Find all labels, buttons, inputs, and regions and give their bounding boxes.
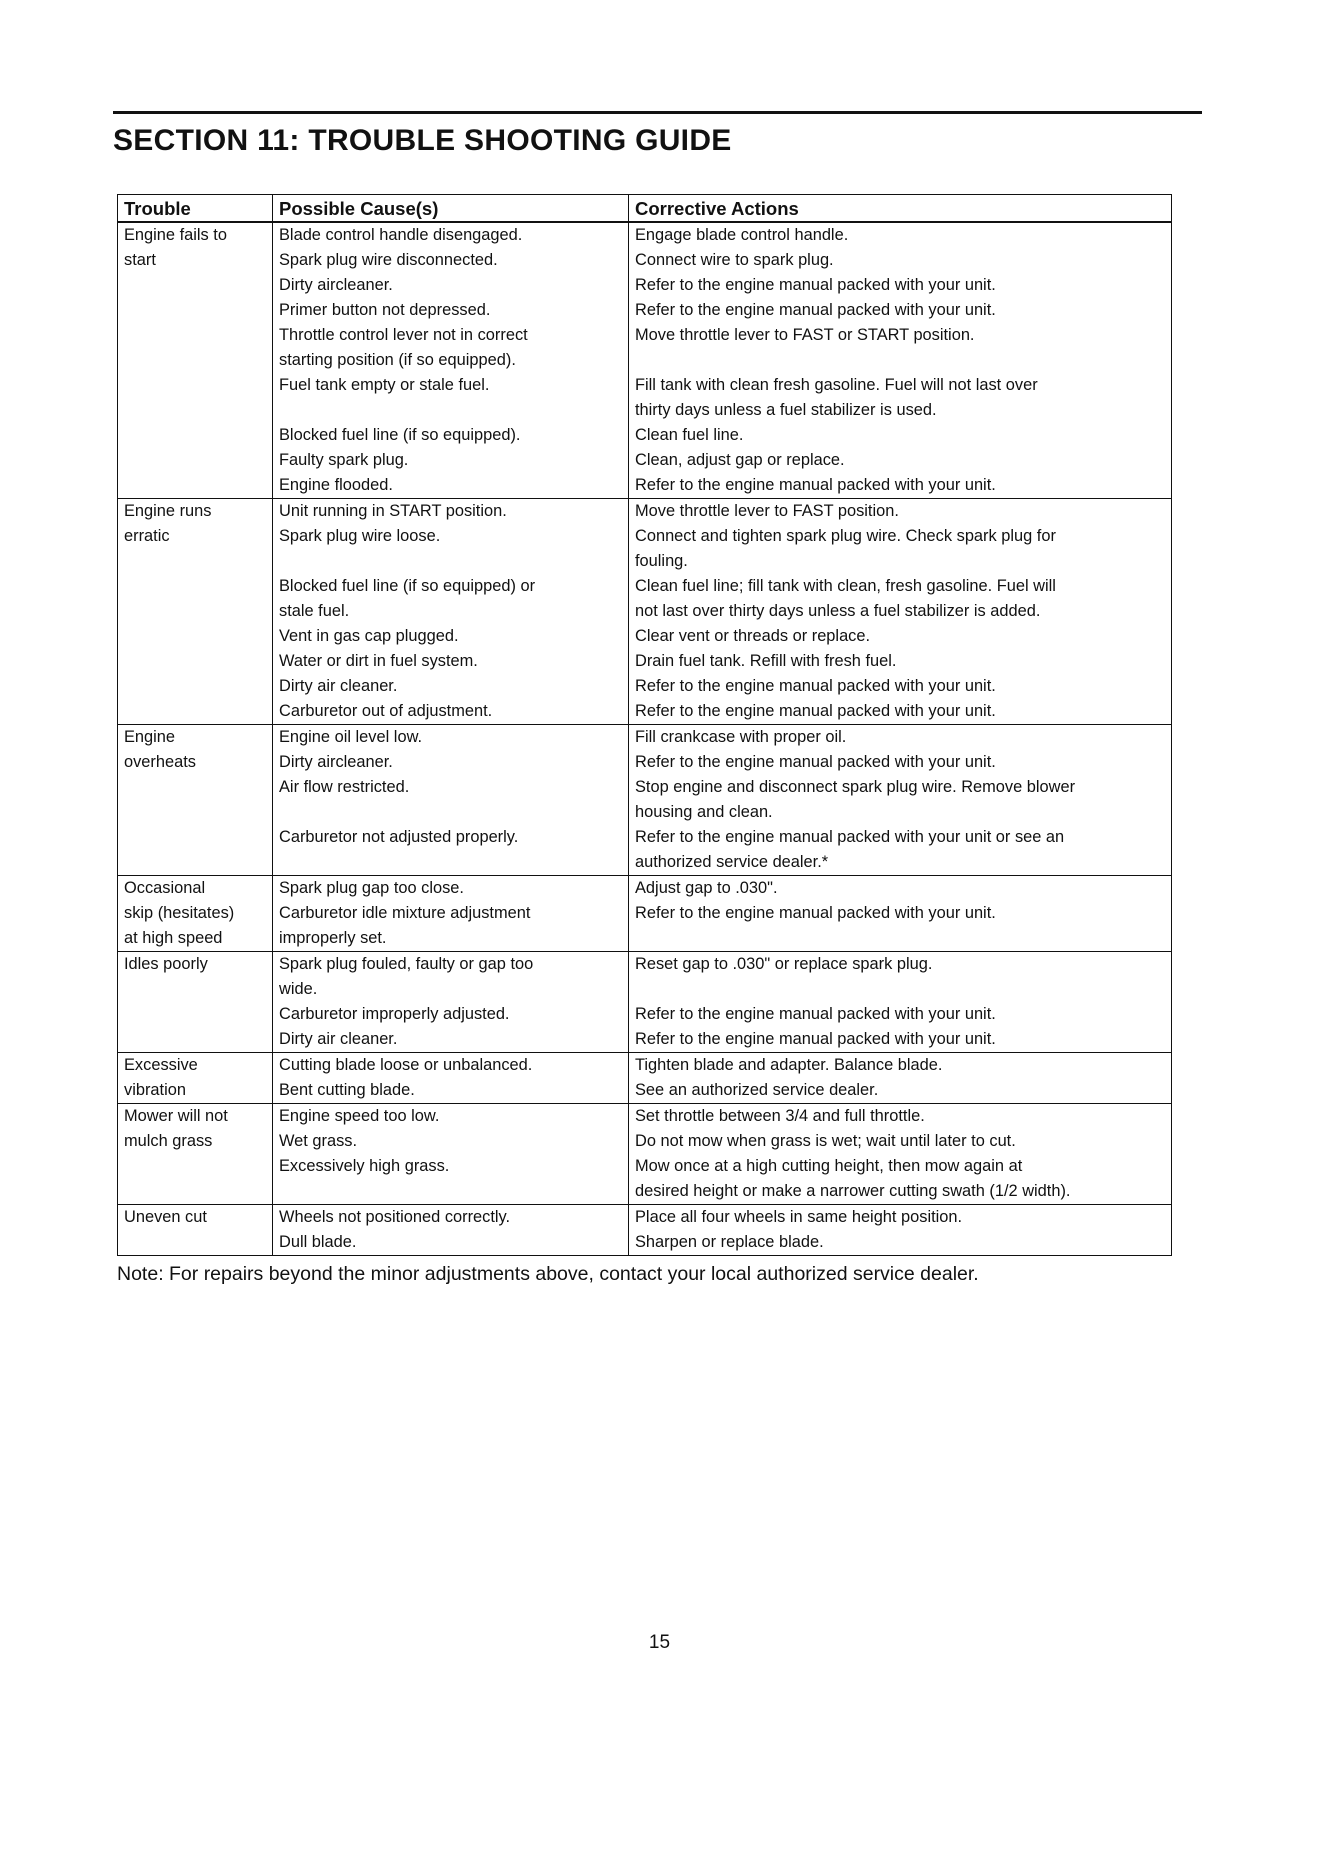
cell-line: Sharpen or replace blade. <box>635 1233 824 1251</box>
cause-cell <box>273 373 629 423</box>
action-cell <box>629 624 1172 649</box>
cause-cell <box>273 1027 629 1053</box>
cell-line: Air flow restricted. <box>279 778 410 796</box>
cell-line: Throttle control lever not in correct <box>279 326 528 344</box>
cell-line: Uneven cut <box>124 1208 207 1226</box>
cause-cell <box>273 1129 629 1154</box>
cell-line: Fill crankcase with proper oil. <box>635 728 847 746</box>
cell-line: Carburetor not adjusted properly. <box>279 828 519 846</box>
table-row <box>118 952 1172 1003</box>
cause-cell <box>273 222 629 248</box>
cell-line: Clear vent or threads or replace. <box>635 627 871 645</box>
cell-line: housing and clean. <box>635 803 773 821</box>
cell-line: Spark plug wire loose. <box>279 527 441 545</box>
cause-cell <box>273 298 629 323</box>
action-cell <box>629 825 1172 876</box>
cause-cell <box>273 1205 629 1231</box>
cell-line: Refer to the engine manual packed with your unit. <box>635 1030 996 1048</box>
cell-line: Blocked fuel line (if so equipped). <box>279 426 521 444</box>
cell-line: not last over thirty days unless a fuel stabilizer is added. <box>635 602 1041 620</box>
trouble-cell <box>118 876 273 952</box>
cell-line: Stop engine and disconnect spark plug wire. Remove blower <box>635 778 1076 796</box>
table-row <box>118 750 1172 775</box>
cell-line: Spark plug fouled, faulty or gap too <box>279 955 534 973</box>
cell-line: Unit running in START position. <box>279 502 507 520</box>
cell-line: Water or dirt in fuel system. <box>279 652 478 670</box>
action-cell <box>629 473 1172 499</box>
cell-line: Set throttle between 3/4 and full throttle. <box>635 1107 925 1125</box>
table-row <box>118 649 1172 674</box>
table-row <box>118 273 1172 298</box>
action-cell <box>629 952 1172 1003</box>
action-cell <box>629 323 1172 373</box>
cell-line: start <box>124 251 156 269</box>
cell-line: thirty days unless a fuel stabilizer is used. <box>635 401 937 419</box>
table-row <box>118 674 1172 699</box>
cause-cell <box>273 574 629 624</box>
cell-line: Mow once at a high cutting height, then mow again at <box>635 1157 1023 1175</box>
table-row <box>118 524 1172 574</box>
cell-line: mulch grass <box>124 1132 213 1150</box>
cell-line: Place all four wheels in same height position. <box>635 1208 963 1226</box>
cell-line: Blocked fuel line (if so equipped) or <box>279 577 536 595</box>
action-cell <box>629 248 1172 273</box>
action-cell <box>629 674 1172 699</box>
cause-cell <box>273 1154 629 1205</box>
action-cell <box>629 1053 1172 1079</box>
cause-cell <box>273 952 629 1003</box>
cause-cell <box>273 248 629 273</box>
cause-cell <box>273 1078 629 1104</box>
cell-line: Dirty aircleaner. <box>279 276 393 294</box>
action-cell <box>629 1205 1172 1231</box>
cell-line: Engage blade control handle. <box>635 226 849 244</box>
cell-line: Refer to the engine manual packed with your unit. <box>635 301 996 319</box>
cell-line: Refer to the engine manual packed with your unit. <box>635 753 996 771</box>
service-note: Note: For repairs beyond the minor adjustments above, contact your local authorized service dealer. <box>117 1263 979 1285</box>
table-row <box>118 248 1172 273</box>
action-cell <box>629 222 1172 248</box>
cause-cell <box>273 825 629 876</box>
table-row <box>118 499 1172 525</box>
table-row <box>118 373 1172 423</box>
table-header-row <box>118 195 1172 223</box>
header-trouble: Trouble <box>118 195 273 223</box>
cell-line: Dirty air cleaner. <box>279 1030 398 1048</box>
cause-cell <box>273 699 629 725</box>
table-row <box>118 323 1172 373</box>
cell-line: Engine runs <box>124 502 212 520</box>
cause-cell <box>273 273 629 298</box>
table-row <box>118 825 1172 876</box>
section-top-rule <box>113 111 1202 114</box>
cell-line: Clean, adjust gap or replace. <box>635 451 845 469</box>
header-possible-causes: Possible Cause(s) <box>273 195 629 223</box>
table-row <box>118 901 1172 952</box>
cell-line: improperly set. <box>279 929 387 947</box>
cell-line: Carburetor improperly adjusted. <box>279 1005 510 1023</box>
cell-line: at high speed <box>124 929 223 947</box>
trouble-cell <box>118 952 273 1053</box>
cell-line: Faulty spark plug. <box>279 451 409 469</box>
cell-line: Move throttle lever to FAST position. <box>635 502 899 520</box>
cell-line: Spark plug wire disconnected. <box>279 251 498 269</box>
cell-line: Spark plug gap too close. <box>279 879 464 897</box>
cell-line: Refer to the engine manual packed with your unit. <box>635 476 996 494</box>
trouble-cell <box>118 1205 273 1256</box>
cell-line: vibration <box>124 1081 186 1099</box>
action-cell <box>629 699 1172 725</box>
action-cell <box>629 499 1172 525</box>
cell-line: stale fuel. <box>279 602 350 620</box>
cell-line: Occasional <box>124 879 206 897</box>
cell-line: Refer to the engine manual packed with your unit. <box>635 702 996 720</box>
table-body <box>118 222 1172 1256</box>
cell-line: desired height or make a narrower cutting swath (1/2 width). <box>635 1182 1071 1200</box>
action-cell <box>629 524 1172 574</box>
cell-line: Refer to the engine manual packed with your unit. <box>635 1005 996 1023</box>
table-row <box>118 725 1172 751</box>
cell-line: Move throttle lever to FAST or START position. <box>635 326 975 344</box>
cell-line: Adjust gap to .030". <box>635 879 778 897</box>
trouble-shooting-table <box>117 194 1172 1256</box>
table-row <box>118 423 1172 448</box>
table-row <box>118 775 1172 825</box>
cause-cell <box>273 649 629 674</box>
cell-line: Wheels not positioned correctly. <box>279 1208 511 1226</box>
action-cell <box>629 775 1172 825</box>
cause-cell <box>273 1104 629 1130</box>
cell-line: skip (hesitates) <box>124 904 235 922</box>
cell-line: wide. <box>279 980 318 998</box>
table-row <box>118 876 1172 902</box>
table-row <box>118 1154 1172 1205</box>
table-row <box>118 1104 1172 1130</box>
cause-cell <box>273 448 629 473</box>
action-cell <box>629 298 1172 323</box>
table-row <box>118 1053 1172 1079</box>
table-row <box>118 1129 1172 1154</box>
cell-line: Fuel tank empty or stale fuel. <box>279 376 490 394</box>
cell-line: Refer to the engine manual packed with your unit. <box>635 904 996 922</box>
cell-line: Reset gap to .030" or replace spark plug. <box>635 955 933 973</box>
cell-line: Excessive <box>124 1056 198 1074</box>
cell-line: Wet grass. <box>279 1132 358 1150</box>
table-row <box>118 1027 1172 1053</box>
trouble-cell <box>118 1053 273 1104</box>
action-cell <box>629 1230 1172 1256</box>
table-row <box>118 1205 1172 1231</box>
cause-cell <box>273 725 629 751</box>
cell-line: starting position (if so equipped). <box>279 351 516 369</box>
cell-line: Clean fuel line; fill tank with clean, fresh gasoline. Fuel will <box>635 577 1056 595</box>
cell-line: Dirty air cleaner. <box>279 677 398 695</box>
cell-line: Connect and tighten spark plug wire. Check spark plug for <box>635 527 1056 545</box>
table-row <box>118 1230 1172 1256</box>
table-row <box>118 298 1172 323</box>
cell-line: Dull blade. <box>279 1233 357 1251</box>
cell-line: erratic <box>124 527 170 545</box>
page-number: 15 <box>648 1632 671 1653</box>
cell-line: Refer to the engine manual packed with your unit. <box>635 276 996 294</box>
cell-line: Carburetor idle mixture adjustment <box>279 904 531 922</box>
action-cell <box>629 1154 1172 1205</box>
action-cell <box>629 725 1172 751</box>
action-cell <box>629 750 1172 775</box>
cell-line: Do not mow when grass is wet; wait until later to cut. <box>635 1132 1016 1150</box>
trouble-cell <box>118 222 273 499</box>
action-cell <box>629 373 1172 423</box>
action-cell <box>629 273 1172 298</box>
cell-line: Clean fuel line. <box>635 426 744 444</box>
cell-line: authorized service dealer.* <box>635 853 829 871</box>
table-row <box>118 473 1172 499</box>
cause-cell <box>273 524 629 574</box>
cause-cell <box>273 323 629 373</box>
action-cell <box>629 1002 1172 1027</box>
cell-line: Refer to the engine manual packed with your unit. <box>635 677 996 695</box>
cell-line: Carburetor out of adjustment. <box>279 702 493 720</box>
action-cell <box>629 574 1172 624</box>
cause-cell <box>273 750 629 775</box>
table-row <box>118 1002 1172 1027</box>
trouble-cell <box>118 1104 273 1205</box>
cause-cell <box>273 473 629 499</box>
cell-line: Refer to the engine manual packed with your unit or see an <box>635 828 1065 846</box>
cause-cell <box>273 1002 629 1027</box>
cause-cell <box>273 901 629 952</box>
section-title: SECTION 11: TROUBLE SHOOTING GUIDE <box>113 124 732 157</box>
cell-line: Engine <box>124 728 176 746</box>
action-cell <box>629 876 1172 902</box>
cell-line: Vent in gas cap plugged. <box>279 627 459 645</box>
cell-line: Drain fuel tank. Refill with fresh fuel. <box>635 652 897 670</box>
table-row <box>118 574 1172 624</box>
action-cell <box>629 1078 1172 1104</box>
cause-cell <box>273 876 629 902</box>
header-corrective-actions: Corrective Actions <box>629 195 1172 223</box>
cell-line: Bent cutting blade. <box>279 1081 415 1099</box>
cause-cell <box>273 423 629 448</box>
table-row <box>118 222 1172 248</box>
cause-cell <box>273 775 629 825</box>
cause-cell <box>273 624 629 649</box>
cell-line: Excessively high grass. <box>279 1157 450 1175</box>
trouble-cell <box>118 499 273 725</box>
cell-line: Primer button not depressed. <box>279 301 491 319</box>
cell-line: Idles poorly <box>124 955 208 973</box>
cell-line: See an authorized service dealer. <box>635 1081 879 1099</box>
action-cell <box>629 1129 1172 1154</box>
table-row <box>118 448 1172 473</box>
table-row <box>118 699 1172 725</box>
cell-line: Dirty aircleaner. <box>279 753 393 771</box>
cell-line: Connect wire to spark plug. <box>635 251 834 269</box>
cause-cell <box>273 499 629 525</box>
cell-line: Engine flooded. <box>279 476 393 494</box>
cell-line: overheats <box>124 753 196 771</box>
cell-line: Fill tank with clean fresh gasoline. Fuel will not last over <box>635 376 1038 394</box>
action-cell <box>629 1027 1172 1053</box>
cell-line: Mower will not <box>124 1107 228 1125</box>
trouble-cell <box>118 725 273 876</box>
cell-line: fouling. <box>635 552 688 570</box>
cell-line: Tighten blade and adapter. Balance blade. <box>635 1056 943 1074</box>
action-cell <box>629 423 1172 448</box>
action-cell <box>629 649 1172 674</box>
cause-cell <box>273 1053 629 1079</box>
cell-line: Engine speed too low. <box>279 1107 440 1125</box>
action-cell <box>629 901 1172 952</box>
cell-line: Blade control handle disengaged. <box>279 226 523 244</box>
cause-cell <box>273 1230 629 1256</box>
table-row <box>118 1078 1172 1104</box>
cell-line: Engine fails to <box>124 226 227 244</box>
cell-line: Engine oil level low. <box>279 728 423 746</box>
action-cell <box>629 448 1172 473</box>
cause-cell <box>273 674 629 699</box>
table-row <box>118 624 1172 649</box>
cell-line: Cutting blade loose or unbalanced. <box>279 1056 533 1074</box>
action-cell <box>629 1104 1172 1130</box>
